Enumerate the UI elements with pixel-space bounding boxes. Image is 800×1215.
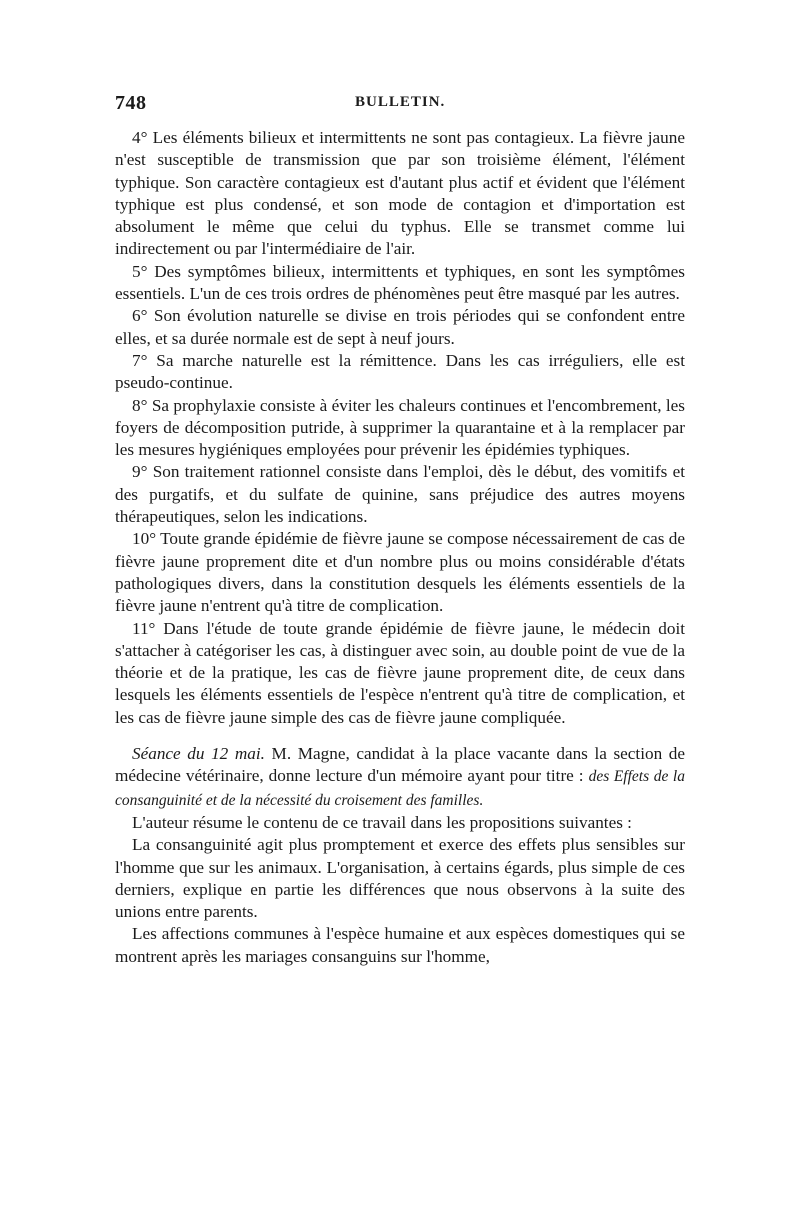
paragraph-10: 10° Toute grande épidémie de fièvre jaune se compose nécessairement de cas de fièvre jaune proprement dite et d'un nombre plus ou moins considérable d'états pathologiques divers, dans la constitution desquels les éléments essentiels de la fièvre jaune n'entrent qu'à titre de complication. [115, 529, 685, 616]
seance-date: Séance du 12 mai. [132, 744, 265, 764]
paragraph-9: 9° Son traitement rationnel consiste dans l'emploi, dès le début, des vomitifs et des purgatifs, et du sulfate de quinine, sans préjudice des autres moyens thérapeutiques, selon les indications. [115, 462, 685, 527]
summary-intro: L'auteur résume le contenu de ce travail dans les propositions suivantes : [132, 812, 632, 832]
page-number: 748 [115, 92, 147, 114]
page-header [115, 92, 685, 122]
seance-text: M. Magne, candidat à la place vacante dans la section de médecine vétérinaire, donne lecture d'un mémoire ayant pour titre : [115, 744, 685, 786]
paragraph-6: 6° Son évolution naturelle se divise en trois périodes qui se confondent entre elles, et sa durée normale est de sept à neuf jours. [115, 306, 685, 348]
body-text [115, 127, 685, 968]
paragraph-4: 4° Les éléments bilieux et intermittents ne sont pas contagieux. La fièvre jaune n'est susceptible de transmission que par son troisième élément, l'élément typhique. Son caractère contagieux est d'autant plus actif et évident que l'élément typhique est plus condensé, et son mode de contagion et d'importation est absolument le même que celui du typhus. Elle se transmet comme lui indirectement ou par l'intermédiaire de l'air. [115, 128, 685, 259]
seance-paragraph [115, 743, 685, 812]
memoir-title: des Effets de la consanguinité et de la nécessité du croisement des familles. [115, 768, 685, 809]
paragraph-7: 7° Sa marche naturelle est la rémittence. Dans les cas irréguliers, elle est pseudo-continue. [115, 350, 685, 393]
paragraph-11: 11° Dans l'étude de toute grande épidémie de fièvre jaune, le médecin doit s'attacher à catégoriser les cas, à distinguer avec soin, au double point de vue de la théorie et de la pratique, les cas de fièvre jaune proprement dite, de ceux dans lesquels les éléments essentiels de l'espèce n'entrent qu'à titre de complication, et les cas de fièvre jaune simple des cas de fièvre jaune compliquée. [115, 618, 685, 727]
paragraph-8: 8° Sa prophylaxie consiste à éviter les chaleurs continues et l'encombrement, les foyers de décomposition putride, à supprimer la quarantaine et à la remplacer par les mesures hygiéniques employées pour prévenir les épidémies typhiques. [115, 395, 685, 460]
proposition-2: Les affections communes à l'espèce humaine et aux espèces domestiques qui se montrent après les mariages consanguins sur l'homme, [115, 924, 685, 966]
running-title: BULLETIN. [355, 94, 446, 110]
paragraph-5: 5° Des symptômes bilieux, intermittents et typhiques, en sont les symptômes essentiels. L'un de ces trois ordres de phénomènes peut être masqué par les autres. [115, 261, 685, 304]
proposition-1: La consanguinité agit plus promptement et exerce des effets plus sensibles sur l'homme que sur les animaux. L'organisation, à certains égards, plus simple de ces derniers, explique en partie les différences que nous observons à la suite des unions entre parents. [115, 835, 685, 922]
